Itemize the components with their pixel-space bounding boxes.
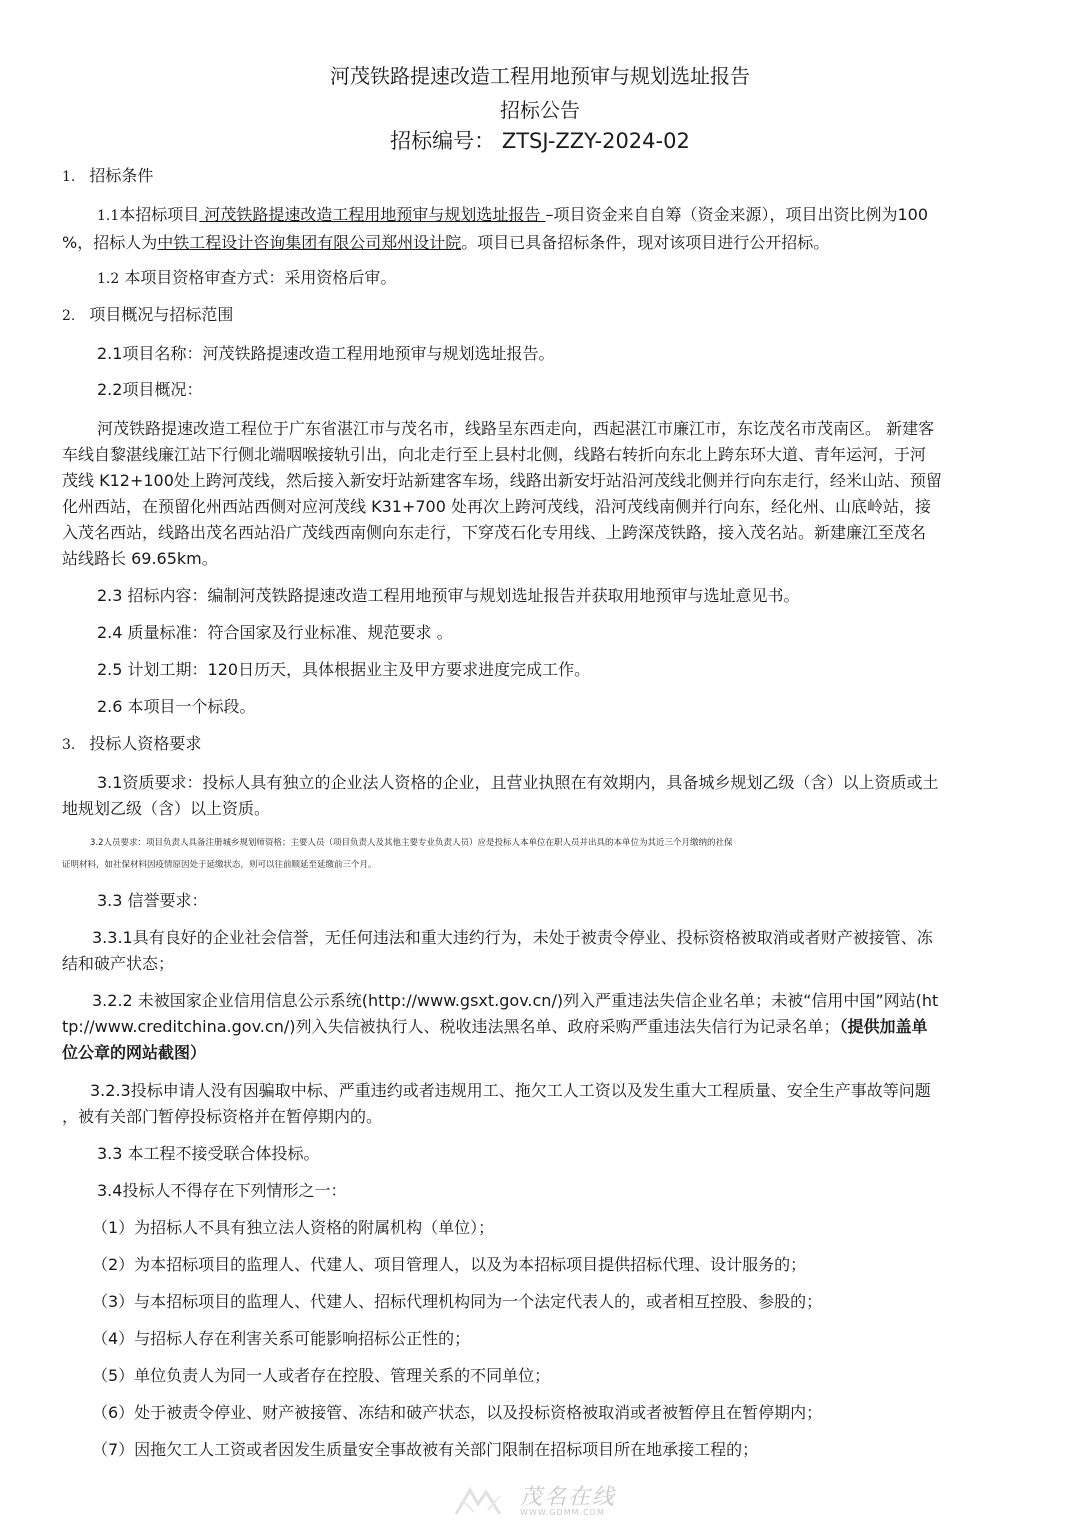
list-item-6: （6）处于被责令停业、财产被接管、冻结和破产状态，以及投标资格被取消或者被暂停且在暂停期内； (92, 1403, 823, 1422)
paragraph-1-1-line-1 (62, 203, 1052, 228)
section-3-number: 3. (62, 737, 76, 753)
overview-line-2: 车线自黎湛线廉江站下行侧北端咽喉接轨引出，向北走行至上县村北侧，线路右转折向东北上跨东环大道、青年运河，于河 (62, 445, 927, 464)
paragraph-3-2-2-text: tp://www.creditchina.gov.cn/)列入失信被执行人、税收违法黑名单、政府采购严重违法失信行为记录名单； (62, 1017, 840, 1036)
tender-number: 招标编号： ZTSJ-ZZY-2024-02 (390, 129, 690, 153)
paragraph-1-1-number: 1.1 (97, 208, 120, 224)
document-subtitle: 招标公告 (500, 98, 580, 122)
paragraph-1-1-text-d: 。项目已具备招标条件，现对该项目进行公开招标。 (461, 233, 830, 252)
paragraph-3-1-line-1: 3.1资质要求：投标人具有独立的企业法人资格的企业，且营业执照在有效期内，具备城乡规划乙级（含）以上资质或土 (97, 773, 939, 792)
paragraph-3-2-2-line-3: 位公章的网站截图） (62, 1043, 207, 1062)
watermark-url: WWW.GDMM.COM (520, 1508, 605, 1517)
paragraph-2-2: 2.2项目概况： (97, 380, 203, 399)
paragraph-3-2-2-bold: （提供加盖单 (839, 1017, 928, 1036)
paragraph-2-3: 2.3 招标内容：编制河茂铁路提速改造工程用地预审与规划选址报告并获取用地预审与选址意见书。 (97, 586, 800, 605)
paragraph-3-1-line-2: 地规划乙级（含）以上资质。 (62, 799, 271, 818)
paragraph-2-5: 2.5 计划工期：120日历天，具体根据业主及甲方要求进度完成工作。 (97, 660, 591, 679)
paragraph-3-2-small-line-1: 3.2人员要求：项目负责人具备注册城乡规划师资格；主要人员（项目负责人及其他主要专业负责人员）应是投标人本单位在职人员并出具的本单位为其近三个月缴纳的社保 (90, 838, 733, 848)
overview-line-3: 茂线 K12+100处上跨河茂线，然后接入新安圩站新建客车场，线路出新安圩站沿河茂线北侧并行向东走行，经米山站、预留 (62, 471, 942, 490)
section-2-title: 项目概况与招标范围 (89, 305, 234, 324)
watermark-logo-icon (448, 1482, 518, 1522)
section-3-heading (62, 733, 201, 756)
paragraph-1-1-text-c: %，招标人为 (62, 233, 158, 252)
overview-line-1: 河茂铁路提速改造工程位于广东省湛江市与茂名市，线路呈东西走向，西起湛江市廉江市，东讫茂名市茂南区。 新建客 (97, 419, 935, 438)
document-title: 河茂铁路提速改造工程用地预审与规划选址报告 (330, 64, 750, 88)
paragraph-3-2-2-line-2 (62, 1015, 1017, 1038)
section-1-title: 招标条件 (89, 166, 154, 185)
tenderer-name-underlined: 中铁工程设计咨询集团有限公司郑州设计院 (157, 233, 462, 252)
section-1-number: 1. (62, 169, 76, 185)
paragraph-3-2-3-line-2: ，被有关部门暂停投标资格并在暂停期内的。 (62, 1107, 383, 1126)
paragraph-3-3: 3.3 信誉要求： (97, 891, 208, 910)
project-name-underlined: 河茂铁路提速改造工程用地预审与规划选址报告 (199, 205, 546, 224)
paragraph-1-1-text-b: –项目资金来自自筹（资金来源），项目出资比例为100 (545, 205, 929, 224)
watermark-text: 茂名在线 (520, 1485, 617, 1510)
paragraph-3-4: 3.4投标人不得存在下列情形之一： (97, 1181, 347, 1200)
list-item-1: （1）为招标人不具有独立法人资格的附属机构（单位）； (92, 1218, 495, 1237)
paragraph-2-6: 2.6 本项目一个标段。 (97, 697, 256, 716)
paragraph-1-2-number: 1.2 (97, 271, 120, 287)
section-2-heading (62, 304, 233, 327)
paragraph-1-1-text-a: 本招标项目 (119, 205, 200, 224)
paragraph-3-2-2-line-1: 3.2.2 未被国家企业信用信息公示系统(http://www.gsxt.gov.cn/)列入严重违法失信企业名单；未被“信用中国”网站(ht (92, 991, 939, 1010)
paragraph-1-2 (62, 266, 1052, 291)
list-item-3: （3）与本招标项目的监理人、代建人、招标代理机构同为一个法定代表人的，或者相互控股、参股的； (92, 1292, 823, 1311)
paragraph-2-1: 2.1项目名称：河茂铁路提速改造工程用地预审与规划选址报告。 (97, 344, 555, 363)
paragraph-2-4: 2.4 质量标准：符合国家及行业标准、规范要求 。 (97, 623, 453, 642)
overview-line-5: 入茂名西站，线路出茂名西站沿广茂线西南侧向东走行，下穿茂石化专用线、上跨深茂铁路，接入茂名站。新建廉江至茂名 (62, 523, 927, 542)
list-item-4: （4）与招标人存在利害关系可能影响招标公正性的； (92, 1329, 471, 1348)
section-3-title: 投标人资格要求 (89, 734, 202, 753)
overview-line-4: 化州西站，在预留化州西站西侧对应河茂线 K31+700 处再次上跨河茂线，沿河茂线南侧并行向东，经化州、山底岭站，接 (62, 497, 931, 516)
section-1-heading (62, 165, 153, 188)
list-item-5: （5）单位负责人为同一人或者存在控股、管理关系的不同单位； (92, 1366, 551, 1385)
paragraph-3-2-3-line-1: 3.2.3投标申请人没有因骗取中标、严重违约或者违规用工、拖欠工人工资以及发生重大工程质量、安全生产事故等问题 (90, 1081, 931, 1100)
list-item-2: （2）为本招标项目的监理人、代建人、项目管理人，以及为本招标项目提供招标代理、设计服务的； (92, 1255, 807, 1274)
section-2-number: 2. (62, 308, 76, 324)
paragraph-1-1-line-2 (62, 231, 1017, 254)
paragraph-1-2-text: 本项目资格审查方式：采用资格后审。 (119, 268, 397, 287)
overview-line-6: 站线路长 69.65km。 (62, 549, 218, 568)
paragraph-3-3-consortium: 3.3 本工程不接受联合体投标。 (97, 1144, 320, 1163)
list-item-7: （7）因拖欠工人工资或者因发生质量安全事故被有关部门限制在招标项目所在地承接工程的； (92, 1440, 759, 1459)
paragraph-3-3-1-line-1: 3.3.1具有良好的企业社会信誉，无任何违法和重大违约行为，未处于被责令停业、投标资格被取消或者财产被接管、冻 (92, 928, 933, 947)
paragraph-3-2-small-line-2: 证明材料，如社保材料因疫情原因处于延缴状态，则可以往前顺延至延缴前三个月。 (62, 860, 377, 870)
paragraph-3-3-1-line-2: 结和破产状态； (62, 954, 175, 973)
